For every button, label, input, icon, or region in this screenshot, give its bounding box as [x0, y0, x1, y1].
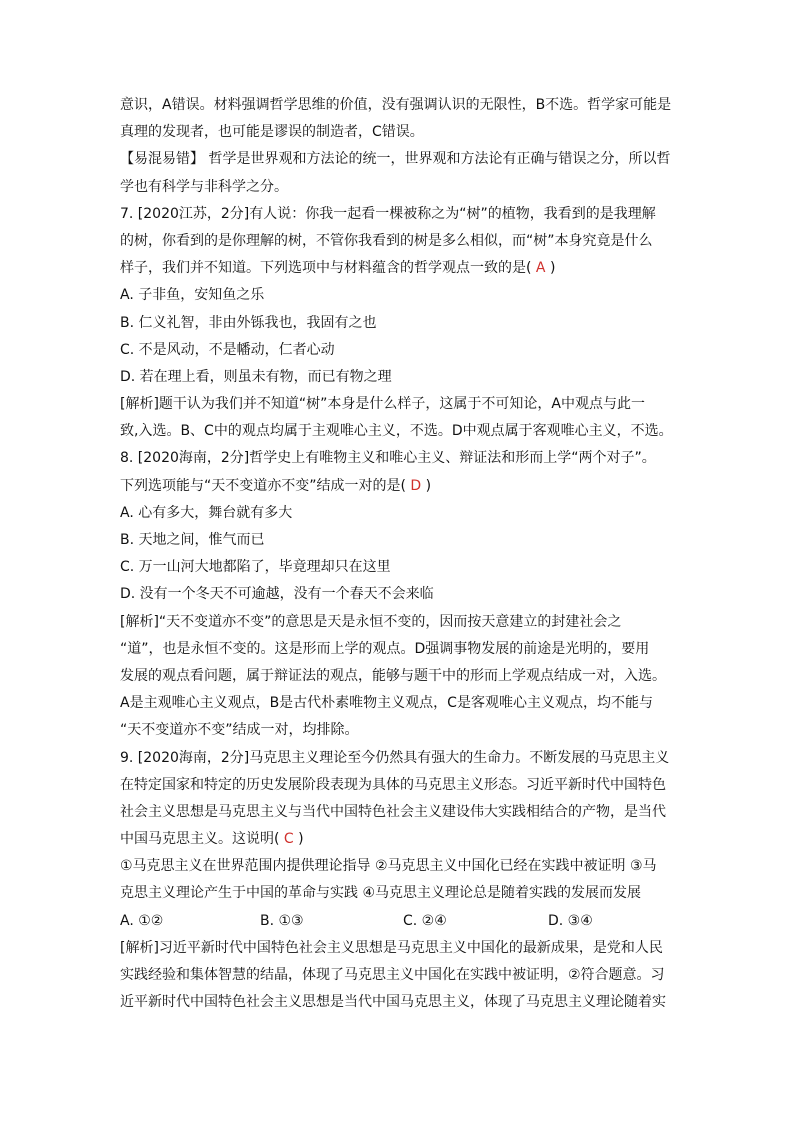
question-8-stem: [120, 473, 680, 500]
option-d: D. 没有一个冬天不可逾越，没有一个春天不会来临: [120, 586, 434, 603]
question-8-stem: 8. [2020海南，2分]哲学史上有唯物主义和唯心主义、辩证法和形而上学“两个对子”。: [120, 450, 656, 467]
text-line: 意识，A错误。材料强调哲学思维的价值，没有强调认识的无限性，B不选。哲学家可能是: [120, 97, 672, 113]
stem-text: 中国马克思主义。这说明(: [120, 831, 280, 848]
option-d: D. ③④: [548, 912, 593, 929]
option-b: B. ①③: [260, 912, 304, 929]
explanation-line: 近平新时代中国特色社会主义思想是当代中国马克思主义，体现了马克思主义理论随着实: [120, 994, 666, 1011]
question-9-stem: 社会主义思想是马克思主义与当代中国特色社会主义建设伟大实践相结合的产物，是当代: [120, 803, 666, 820]
answer-mark: C: [279, 831, 299, 848]
question-7-stem: 7. [2020江苏，2分]有人说：你我一起看一棵被称之为“树”的植物，我看到的是我理解: [120, 205, 656, 222]
answer-mark: D: [405, 477, 426, 494]
text-line: 学也有科学与非科学之分。: [120, 178, 288, 195]
question-7-stem: 的树，你看到的是你理解的树，不管你我看到的树是多么相似，而“树”本身究竟是什么: [120, 232, 653, 249]
stem-text: 下列选项能与“天不变道亦不变”结成一对的是(: [120, 477, 406, 494]
explanation-line: 致,入选。B、C中的观点均属于主观唯心主义，不选。D中观点属于客观唯心主义，不选。: [120, 423, 673, 440]
answer-mark: A: [531, 260, 550, 277]
question-7-stem: [120, 255, 680, 282]
option-b: B. 天地之间，惟气而已: [120, 532, 265, 548]
explanation-line: [解析]习近平新时代中国特色社会主义思想是马克思主义中国化的最新成果，是党和人民: [120, 939, 663, 956]
stem-text: ): [298, 831, 304, 848]
stem-text: 样子，我们并不知道。下列选项中与材料蕴含的哲学观点一致的是(: [120, 260, 532, 277]
explanation-line: 实践经验和集体智慧的结晶，体现了马克思主义中国化在实践中被证明，②符合题意。习: [120, 967, 665, 983]
option-c: C. 不是风动，不是幡动，仁者心动: [120, 341, 335, 358]
option-a: A. 子非鱼，安知鱼之乐: [120, 287, 265, 304]
option-a: A. 心有多大，舞台就有多大: [120, 504, 293, 521]
explanation-line: “道”，也是永恒不变的。这是形而上学的观点。D强调事物发展的前途是光明的，要用: [120, 640, 650, 657]
stem-text: ): [425, 477, 432, 494]
question-9-stem: [120, 826, 680, 853]
document-body: [120, 92, 680, 1016]
option-c: C. 万一山河大地都陷了，毕竟理却只在这里: [120, 559, 391, 576]
text-line: 真理的发现者，也可能是谬误的制造者，C错误。: [120, 124, 424, 141]
stem-text: ): [549, 260, 556, 277]
question-9-stem: 在特定国家和特定的历史发展阶段表现为具体的马克思主义形态。习近平新时代中国特色: [120, 776, 666, 793]
explanation-line: “天不变道亦不变”结成一对，均排除。: [120, 722, 359, 739]
option-d: D. 若在理上看，则虽未有物，而已有物之理: [120, 368, 392, 385]
explanation-line: [解析]题干认为我们并不知道“树”本身是什么样子，这属于不可知论，A中观点与此一: [120, 396, 646, 413]
explanation-line: 发展的观点看问题，属于辩证法的观点，能够与题干中的形而上学观点结成一对，入选。: [120, 667, 666, 684]
text-line: 【易混易错】 哲学是世界观和方法论的统一，世界观和方法论有正确与错误之分，所以哲: [120, 151, 671, 168]
explanation-line: A是主观唯心主义观点，B是古代朴素唯物主义观点，C是客观唯心主义观点，均不能与: [120, 695, 653, 712]
statement-line: ①马克思主义在世界范围内提供理论指导 ②马克思主义中国化已经在实践中被证明 ③马: [120, 858, 657, 875]
question-9-stem: 9. [2020海南，2分]马克思主义理论至今仍然具有强大的生命力。不断发展的马克思主义: [120, 749, 670, 766]
statement-line: 克思主义理论产生于中国的革命与实践 ④马克思主义理论总是随着实践的发展而发展: [120, 885, 641, 902]
options-row: [120, 908, 680, 935]
explanation-line: [解析]“天不变道亦不变”的意思是天是永恒不变的，因而按天意建立的封建社会之: [120, 613, 622, 630]
option-a: A. ①②: [120, 912, 164, 929]
option-b: B. 仁义礼智，非由外铄我也，我固有之也: [120, 314, 377, 331]
option-c: C. ②④: [403, 912, 447, 929]
